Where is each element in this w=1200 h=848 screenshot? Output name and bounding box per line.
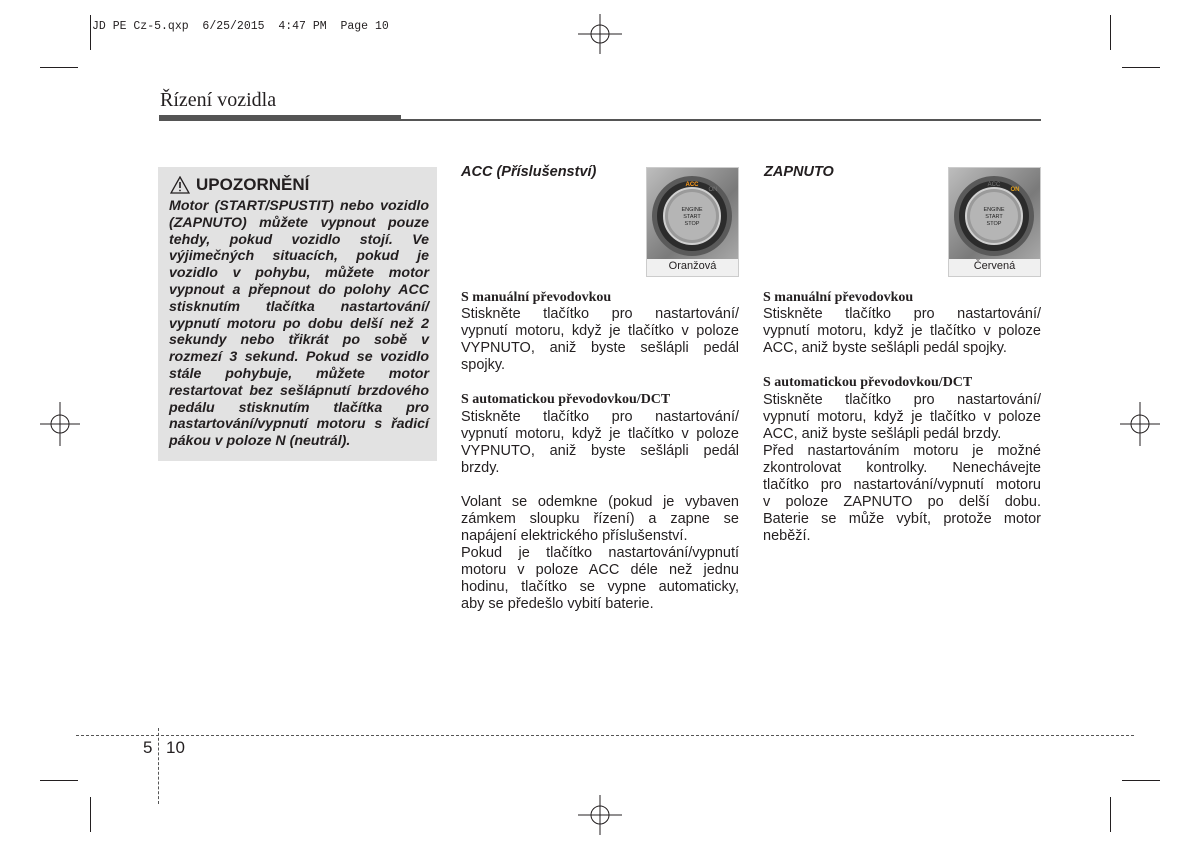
registration-mark-right bbox=[1120, 402, 1160, 446]
start-button-icon bbox=[647, 168, 738, 259]
svg-text:ON: ON bbox=[1010, 187, 1020, 193]
acc-paragraph: Volant se odemkne (pokud je vybaven zámkem sloupku řízení) a zapne se napájení elektrického příslušenství. Pokud je tlačítko nastartování/vypnutí motoru v poloze ACC déle než jednu hodinu, tlačítko se vypne automaticky, aby se předešlo vybití baterie. bbox=[461, 494, 739, 612]
svg-text:STOP: STOP bbox=[986, 221, 1002, 227]
svg-text:START: START bbox=[985, 214, 1003, 220]
acc-manual-heading: S manuální převodovkou bbox=[461, 290, 612, 305]
acc-manual-text: Stiskněte tlačítko pro nastartování/ vypnutí motoru, když je tlačítko v poloze VYPNUTO, aniž byste sešlápli pedál spojky. bbox=[461, 306, 739, 373]
svg-text:ACC: ACC bbox=[987, 182, 1001, 188]
on-image-caption: Červená bbox=[973, 260, 1016, 272]
acc-image-caption: Oranžová bbox=[668, 260, 717, 272]
warning-box bbox=[158, 167, 437, 461]
on-button-image bbox=[948, 167, 1041, 277]
section-title: Řízení vozidla bbox=[160, 89, 277, 111]
svg-text:ON: ON bbox=[708, 187, 718, 193]
page-number: 10 bbox=[166, 738, 185, 757]
svg-text:STOP: STOP bbox=[684, 221, 700, 227]
warning-triangle-icon bbox=[170, 176, 190, 194]
title-rule-thick bbox=[159, 115, 401, 121]
svg-text:ACC: ACC bbox=[685, 182, 699, 188]
svg-text:ENGINE: ENGINE bbox=[681, 207, 703, 213]
registration-mark-top bbox=[578, 14, 622, 54]
acc-button-image bbox=[646, 167, 739, 277]
title-rule-thin bbox=[401, 119, 1041, 121]
registration-mark-left bbox=[40, 402, 80, 446]
warning-header bbox=[170, 175, 309, 195]
on-manual-heading: S manuální převodovkou bbox=[763, 290, 914, 305]
warning-title: UPOZORNĚNÍ bbox=[196, 175, 310, 194]
on-automatic-text: Stiskněte tlačítko pro nastartování/ vypnutí motoru, když je tlačítko v poloze ACC, aniž byste sešlápli pedál brzdy. Před nastartováním motoru je možné zkontrolovat kontrolky. Nenechávejte tlačítko pro nastartování/vypnutí motoru v poloze ZAPNUTO po delší dobu. Baterie se může vybít, protože motor neběží. bbox=[763, 392, 1041, 544]
print-slug: JD PE Cz-5.qxp 6/25/2015 4:47 PM Page 10 bbox=[92, 20, 389, 33]
on-automatic-heading: S automatickou převodovkou/DCT bbox=[763, 375, 973, 390]
svg-text:START: START bbox=[683, 214, 701, 220]
svg-text:ENGINE: ENGINE bbox=[983, 207, 1005, 213]
acc-automatic-heading: S automatickou převodovkou/DCT bbox=[461, 392, 671, 407]
acc-automatic-text: Stiskněte tlačítko pro nastartování/ vypnutí motoru, když je tlačítko v poloze VYPNUTO, aniž byste sešlápli pedál brzdy. bbox=[461, 409, 739, 476]
footer-dashed-divider bbox=[158, 728, 159, 804]
registration-mark-bottom bbox=[578, 795, 622, 835]
start-button-icon bbox=[949, 168, 1040, 259]
on-heading: ZAPNUTO bbox=[764, 164, 834, 180]
footer-dashed-rule bbox=[76, 735, 1134, 736]
chapter-number: 5 bbox=[143, 738, 153, 757]
on-manual-text: Stiskněte tlačítko pro nastartování/ vypnutí motoru, když je tlačítko v poloze ACC, aniž byste sešlápli pedál spojky. bbox=[763, 306, 1041, 356]
warning-text: Motor (START/SPUSTIT) nebo vozidlo (ZAPNUTO) můžete vypnout pouze tehdy, pokud vozidlo stojí. Ve výjimečných situacích, pokud je vozidlo v pohybu, můžete motor vypnout a přepnout do polohy ACC stisknutím tlačítka nastartování/ vypnutí motoru po dobu delší než 2 sekundy nebo třikrát po sobě v rozmezí 3 sekund. Pokud se vozidlo stále pohybuje, můžete motor restartovat bez sešlápnutí brzdového pedálu stisknutím tlačítka pro nastartování/vypnutí motoru s řadicí pákou v poloze N (neutrál). bbox=[169, 198, 429, 450]
acc-heading: ACC (Příslušenství) bbox=[461, 164, 597, 180]
